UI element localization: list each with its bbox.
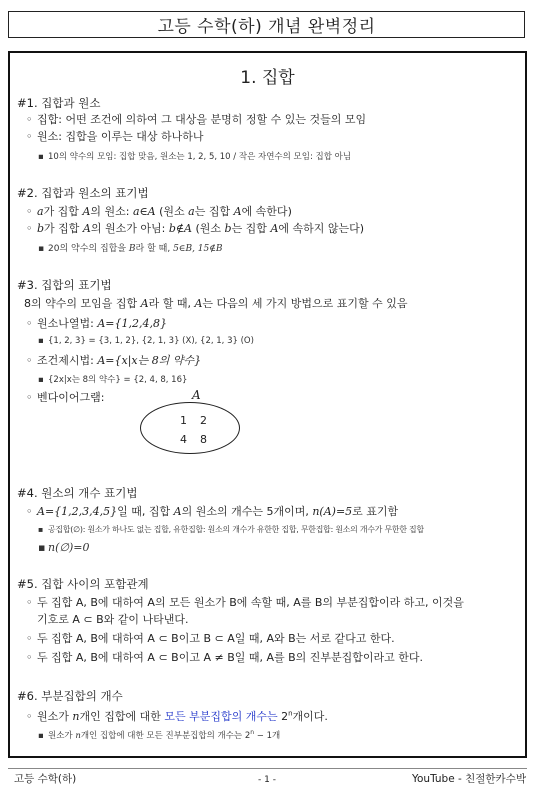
document-title: 고등 수학(하) 개념 완벽정리	[157, 17, 376, 37]
bullet-icon: ◦	[26, 505, 33, 518]
bullet-icon: ▪	[38, 152, 44, 162]
heading-4: #4. 원소의 개수 표기법	[17, 486, 138, 500]
bullet-icon: ◦	[26, 130, 33, 143]
venn-element: 4	[180, 433, 187, 446]
s3-method-1: ◦ 원소나열법: A={1,2,4,8}	[26, 317, 167, 330]
bullet-icon: ▪	[38, 731, 44, 741]
bullet-icon: ◦	[26, 317, 33, 330]
page-number: - 1 -	[258, 775, 276, 785]
s3-method-2: ◦ 조건제시법: A={x|x는 8의 약수}	[26, 354, 202, 367]
s5-line-2: ◦ 두 집합 A, B에 대하여 A ⊂ B이고 B ⊂ A일 때, A와 B는 서로 같다고 한다.	[26, 632, 395, 645]
s6-line-1: ◦ 원소가 n개인 집합에 대한 모든 부분집합의 개수는 2$^n$개이다.	[26, 709, 328, 723]
bullet-icon: ◦	[26, 205, 33, 218]
heading-1: #1. 집합과 원소	[17, 96, 101, 110]
heading-6: #6. 부분집합의 개수	[17, 689, 123, 703]
s5-line-3: ◦ 두 집합 A, B에 대하여 A ⊂ B이고 A ≠ B일 때, A를 B의 진부분집합이라고 한다.	[26, 651, 424, 664]
bullet-icon: ◦	[26, 632, 33, 645]
footer-right: YouTube - 친절한카수박	[411, 773, 526, 785]
bullet-icon: ◦	[26, 222, 33, 235]
footer-divider	[8, 768, 527, 769]
s1-line-2: ◦ 원소: 집합을 이루는 대상 하나하나	[26, 130, 204, 143]
document-header	[8, 11, 525, 38]
footer-left: 고등 수학(하)	[14, 773, 77, 785]
s2-example: ▪ 20의 약수의 집합을 B라 할 때, 5∈B, 15∉B	[38, 244, 223, 254]
highlighted-text: 모든 부분집합의 개수는	[164, 710, 278, 723]
venn-element: 1	[180, 414, 187, 427]
bullet-icon: ◦	[26, 596, 33, 609]
content-box	[8, 51, 527, 758]
s1-line-1: ◦ 집합: 어떤 조건에 의하여 그 대상을 분명히 정할 수 있는 것들의 모임	[26, 113, 367, 126]
s3-method-1-example: ▪ {1, 2, 3} = {3, 1, 2}, {2, 1, 3} (X), {2, 1, 3} (O)	[38, 336, 254, 346]
s3-method-3: ◦ 벤다이어그램:	[26, 391, 105, 404]
bullet-icon: ◦	[26, 391, 33, 404]
s3-intro: 8의 약수의 모임을 집합 A라 할 때, A는 다음의 세 가지 방법으로 표기할 수 있음	[24, 297, 408, 310]
s4-line-1: ◦ A={1,2,3,4,5}일 때, 집합 A의 원소의 개수는 5개이며, n(A)=5로 표기함	[26, 505, 399, 518]
bullet-icon: ▪	[38, 244, 45, 254]
s5-line-1-continued: 기호로 A ⊂ B와 같이 나타낸다.	[37, 613, 189, 626]
s3-method-2-example: ▪ {2x|x는 8의 약수} = {2, 4, 8, 16}	[38, 375, 188, 385]
venn-element: 8	[200, 433, 207, 446]
s5-line-1: ◦ 두 집합 A, B에 대하여 A의 모든 원소가 B에 속할 때, A를 B의 부분집합이라 하고, 이것을	[26, 596, 464, 609]
section-title: 1. 집합	[240, 68, 295, 88]
bullet-icon: ▪	[38, 375, 44, 385]
venn-diagram	[140, 402, 240, 454]
bullet-icon: ▪	[38, 525, 44, 534]
bullet-icon: ◦	[26, 113, 33, 126]
bullet-icon: ◦	[26, 710, 33, 723]
bullet-icon: ▪	[38, 541, 46, 554]
heading-2: #2. 집합과 원소의 표기법	[17, 186, 149, 200]
venn-set-label: A	[192, 388, 201, 402]
heading-3: #3. 집합의 표기법	[17, 278, 112, 292]
bullet-icon: ◦	[26, 651, 33, 664]
s2-line-2: ◦ b가 집합 A의 원소가 아님: b∉A (원소 b는 집합 A에 속하지 않는다)	[26, 222, 365, 235]
s4-empty-set-count: ▪ n(∅)=0	[38, 541, 90, 554]
venn-element: 2	[200, 414, 207, 427]
s4-definitions: ▪ 공집합(∅): 원소가 하나도 없는 집합, 유한집합: 원소의 개수가 유한한 집합, 무한집합: 원소의 개수가 무한한 집합	[38, 525, 424, 534]
bullet-icon: ▪	[38, 336, 44, 346]
heading-5: #5. 집합 사이의 포함관계	[17, 577, 149, 591]
s6-example: ▪ 원소가 n개인 집합에 대한 모든 진부분집합의 개수는 $2^n - 1$개	[38, 729, 281, 741]
s1-example: ▪ 10의 약수의 모임: 집합 맞음, 원소는 1, 2, 5, 10 / 작은 자연수의 모임: 집합 아님	[38, 152, 352, 162]
s2-line-1: ◦ a가 집합 A의 원소: a∈A (원소 a는 집합 A에 속한다)	[26, 205, 292, 218]
bullet-icon: ◦	[26, 354, 33, 367]
